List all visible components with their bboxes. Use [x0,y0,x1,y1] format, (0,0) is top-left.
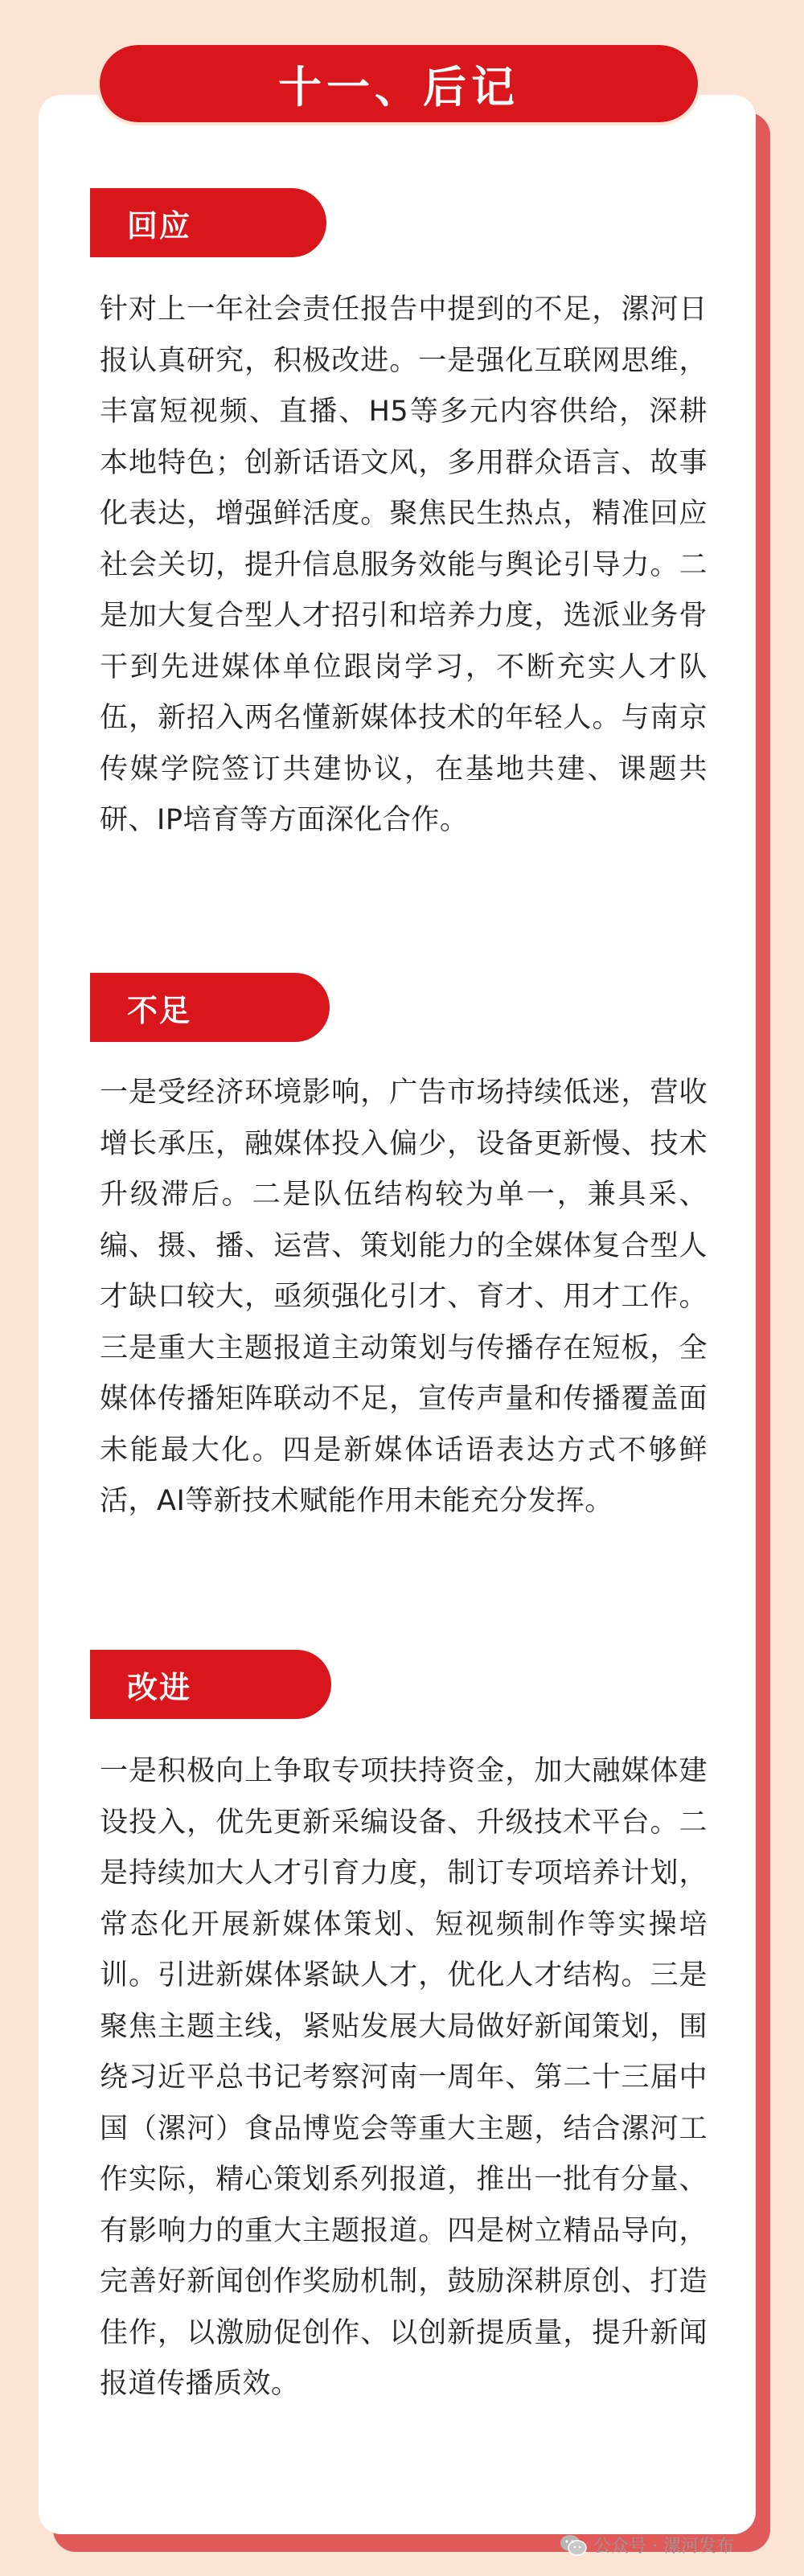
section-heading-response [90,188,326,257]
section-body-response: 针对上一年社会责任报告中提到的不足，漯河日报认真研究，积极改进。一是强化互联网思维，丰富短视频、直播、H5等多元内容供给，深耕本地特色；创新话语文风，多用群众语言、故事化表达，增强鲜活度。聚焦民生热点，精准回应社会关切，提升信息服务效能与舆论引导力。二是加大复合型人才招引和培养力度，选派业务骨干到先进媒体单位跟岗学习，不断充实人才队伍，新招入两名懂新媒体技术的年轻人。与南京传媒学院签订共建协议，在基地共建、课题共研、IP培育等方面深化合作。 [100,293,708,836]
section-heading-improvements [90,1650,331,1719]
section-heading-label: 改进 [127,1669,192,1705]
section-body-shortcomings: 一是受经济环境影响，广告市场持续低迷，营收增长承压，融媒体投入偏少，设备更新慢、技术升级滞后。二是队伍结构较为单一，兼具采、编、摄、播、运营、策划能力的全媒体复合型人才缺口较大，亟须强化引才、育才、用才工作。三是重大主题报道主动策划与传播存在短板，全媒体传播矩阵联动不足，宣传声量和传播覆盖面未能最大化。四是新媒体话语表达方式不够鲜活，AI等新技术赋能作用未能充分发挥。 [100,1077,708,1517]
watermark [560,2533,734,2558]
section-heading-label: 不足 [127,992,192,1028]
wechat-icon [560,2534,587,2557]
section-heading-shortcomings [90,973,330,1042]
title-banner [96,42,701,125]
watermark-text: 公众号 · 漯河发布 [593,2537,734,2557]
section-body-improvements: 一是积极向上争取专项扶持资金，加大融媒体建设投入，优先更新采编设备、升级技术平台。二是持续加大人才引育力度，制订专项培养计划，常态化开展新媒体策划、短视频制作等实操培训。引进新媒体紧缺人才，优化人才结构。三是聚焦主题主线，紧贴发展大局做好新闻策划，围绕习近平总书记考察河南一周年、第二十三届中国（漯河）食品博览会等重大主题，结合漯河工作实际，精心策划系列报道，推出一批有分量、有影响力的重大主题报道。四是树立精品导向，完善好新闻创作奖励机制，鼓励深耕原创、打造佳作，以激励促创作、以创新提质量，提升新闻报道传播质效。 [100,1755,708,2400]
section-heading-label: 回应 [127,207,192,244]
page-title: 十一、后记 [278,60,519,113]
